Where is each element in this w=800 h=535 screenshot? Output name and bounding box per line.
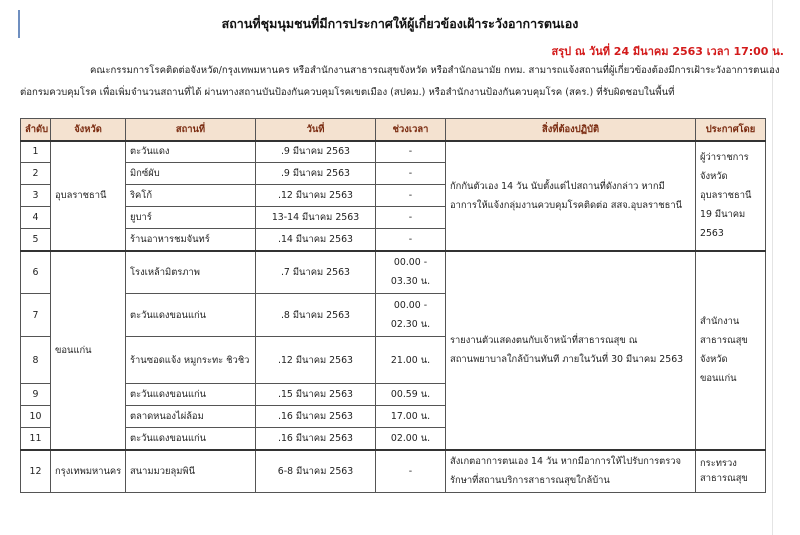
announced-line: ผู้ว่าราชการจังหวัด: [700, 152, 749, 182]
date-cell: .8 มีนาคม 2563: [256, 294, 376, 337]
time-cell: -: [376, 163, 446, 185]
action-line: รักษาที่สถานบริการสาธารณสุขใกล้บ้าน: [450, 475, 610, 487]
place-cell: มิกซ์ผับ: [126, 163, 256, 185]
summary-date: สรุป ณ วันที่ 24 มีนาคม 2563 เวลา 17:00 น.: [551, 45, 784, 58]
action-cell: [446, 251, 696, 450]
announced-line: สำนักงานสาธารณสุข: [700, 316, 748, 346]
row-no: 1: [21, 141, 51, 163]
header-action: สิ่งที่ต้องปฏิบัติ: [446, 119, 696, 141]
time-cell: [376, 251, 446, 294]
place-cell: ตลาดหนองไผ่ล้อม: [126, 406, 256, 428]
date-cell: 6-8 มีนาคม 2563: [256, 450, 376, 493]
action-cell: [446, 141, 696, 251]
intro-line-2: ต่อกรมควบคุมโรค เพื่อเพิ่มจำนวนสถานที่ได้ ผ่านทางสถานบันป้องกันควบคุมโรคเขตเมือง (สปคม.) หรือสำนักงานป้องกันควบคุมโรค (สคร.) ที่รับผิดชอบในพื้นที่: [20, 87, 675, 98]
action-line: รายงานตัวแสดงตนกับเจ้าหน้าที่สาธารณสุข ณ: [450, 335, 638, 346]
document-title: สถานที่ชุมนุมชนที่มีการประกาศให้ผู้เกี่ยวข้องเฝ้าระวังอาการตนเอง: [221, 16, 579, 31]
header-province: จังหวัด: [51, 119, 126, 141]
row-no: 9: [21, 384, 51, 406]
table-row: [21, 141, 766, 163]
intro-paragraph: [20, 60, 780, 104]
time-cell: -: [376, 207, 446, 229]
time-cell: -: [376, 185, 446, 207]
time-end: 02.30 น.: [390, 319, 431, 330]
announced-by-cell: [696, 251, 766, 450]
place-cell: ยูบาร์: [126, 207, 256, 229]
header-time: ช่วงเวลา: [376, 119, 446, 141]
place-cell: ร้านอาหารชมจันทร์: [126, 229, 256, 251]
time-cell: 00.59 น.: [376, 384, 446, 406]
table-header-row: [21, 119, 766, 141]
date-cell: .15 มีนาคม 2563: [256, 384, 376, 406]
header-place: สถานที่: [126, 119, 256, 141]
row-no: 2: [21, 163, 51, 185]
place-cell: โรงเหล้ามิตรภาพ: [126, 251, 256, 294]
date-cell: .16 มีนาคม 2563: [256, 428, 376, 450]
announced-by-cell: กระทรวงสาธารณสุข: [696, 450, 766, 493]
place-cell: ริคโก้: [126, 185, 256, 207]
intro-line-1: คณะกรรมการโรคติดต่อจังหวัด/กรุงเทพมหานคร หรือสำนักงานสาธารณสุขจังหวัด หรือสำนักอนามัย กทม. สามารถแจ้งสถานที่ผู้เกี่ยวข้องต้องมีการเฝ้าระวังอาการตนเอง: [90, 65, 780, 76]
place-cell: ร้านซอดแจ้ง หมูกระทะ ชิวชิว: [126, 337, 256, 384]
place-cell: ตะวันแดงขอนแก่น: [126, 294, 256, 337]
date-cell: .9 มีนาคม 2563: [256, 163, 376, 185]
time-cell: [376, 294, 446, 337]
announced-line: 19 มีนาคม 2563: [700, 209, 746, 239]
time-cell: -: [376, 141, 446, 163]
time-start: 00.00 -: [393, 257, 428, 269]
province-cell: อุบลราชธานี: [51, 141, 126, 251]
time-start: 00.00 -: [393, 300, 428, 311]
action-line: สถานพยาบาลใกล้บ้านทันที ภายในวันที่ 30 มีนาคม 2563: [450, 354, 684, 365]
time-cell: -: [376, 450, 446, 493]
row-no: 4: [21, 207, 51, 229]
announced-line: อุบลราชธานี: [700, 190, 752, 201]
date-cell: .9 มีนาคม 2563: [256, 141, 376, 163]
date-cell: .12 มีนาคม 2563: [256, 337, 376, 384]
header-announced-by: ประกาศโดย: [696, 119, 766, 141]
row-no: 3: [21, 185, 51, 207]
action-line: กักกันตัวเอง 14 วัน นับตั้งแต่ไปสถานที่ดังกล่าว หากมี: [450, 180, 665, 192]
row-no: 5: [21, 229, 51, 251]
province-cell: ขอนแก่น: [51, 251, 126, 450]
row-no: 12: [21, 450, 51, 493]
date-cell: 13-14 มีนาคม 2563: [256, 207, 376, 229]
action-line: อาการให้แจ้งกลุ่มงานควบคุมโรคติดต่อ สสจ.อุบลราชธานี: [450, 199, 683, 211]
time-cell: 02.00 น.: [376, 428, 446, 450]
date-cell: .7 มีนาคม 2563: [256, 251, 376, 294]
announced-line: จังหวัดขอนแก่น: [700, 354, 737, 384]
row-no: 6: [21, 251, 51, 294]
time-cell: 21.00 น.: [376, 337, 446, 384]
row-no: 8: [21, 337, 51, 384]
table-row: [21, 450, 766, 493]
place-cell: สนามมวยลุมพินี: [126, 450, 256, 493]
venues-table: [20, 118, 766, 493]
date-cell: .16 มีนาคม 2563: [256, 406, 376, 428]
date-cell: .12 มีนาคม 2563: [256, 185, 376, 207]
province-cell: กรุงเทพมหานคร: [51, 450, 126, 493]
time-end: 03.30 น.: [390, 276, 431, 288]
header-no: ลำดับ: [21, 119, 51, 141]
announced-by-cell: [696, 141, 766, 251]
table-row: [21, 251, 766, 294]
date-cell: .14 มีนาคม 2563: [256, 229, 376, 251]
header-date: วันที่: [256, 119, 376, 141]
row-no: 11: [21, 428, 51, 450]
action-cell: [446, 450, 696, 493]
place-cell: ตะวันแดง: [126, 141, 256, 163]
row-no: 10: [21, 406, 51, 428]
place-cell: ตะวันแดงขอนแก่น: [126, 384, 256, 406]
place-cell: ตะวันแดงขอนแก่น: [126, 428, 256, 450]
time-cell: 17.00 น.: [376, 406, 446, 428]
action-line: สังเกตอาการตนเอง 14 วัน หากมีอาการให้ไปรับการตรวจ: [450, 456, 682, 468]
time-cell: -: [376, 229, 446, 251]
row-no: 7: [21, 294, 51, 337]
